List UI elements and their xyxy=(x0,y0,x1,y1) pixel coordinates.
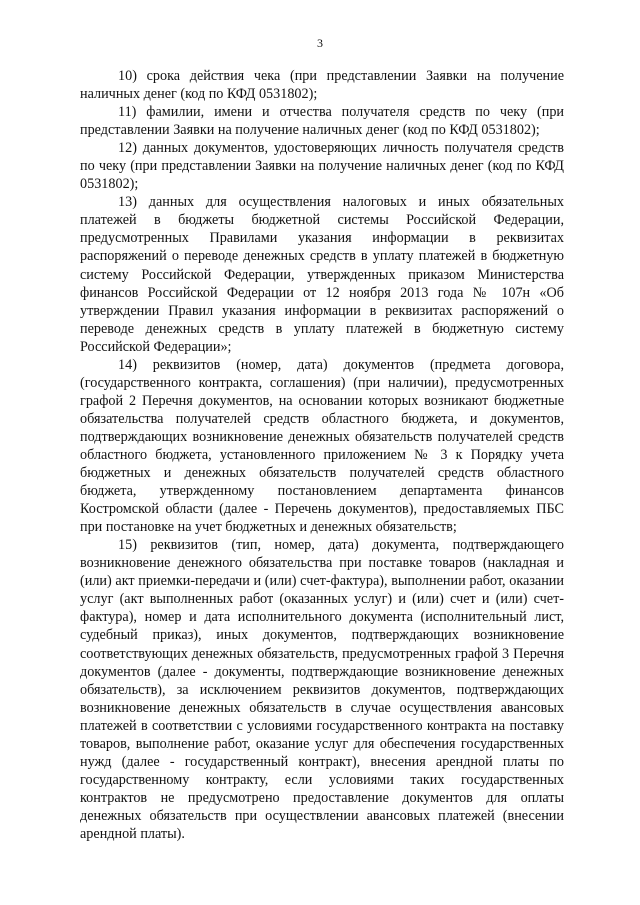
paragraph-item-10: 10) срока действия чека (при представлении Заявки на получение наличных денег (код по КФД 0531802); xyxy=(80,68,564,103)
paragraph-item-11: 11) фамилии, имени и отчества получателя средств по чеку (при представлении Заявки на получение наличных денег (код по КФД 0531802); xyxy=(80,104,564,139)
document-body xyxy=(80,67,564,843)
paragraph-item-14: 14) реквизитов (номер, дата) документов (предмета договора, (государственного контракта, соглашения) (при наличии), предусмотренных графой 2 Перечня документов, на основании которых возникают бюджетные обязательства получателей средств областного бюджета, и документов, подтверждающих возникновение денежных обязательств получателей средств областного бюджета, установленного приложением № 3 к Порядку учета бюджетных и денежных обязательств получателей средств областного бюджета, утвержденному постановлением департамента финансов Костромской области (далее - Перечень документов), предоставляемых ПБС при постановке на учет бюджетных и денежных обязательств; xyxy=(80,356,564,536)
paragraph-item-15: 15) реквизитов (тип, номер, дата) документа, подтверждающего возникновение денежного обязательства при поставке товаров (накладная и (или) акт приемки-передачи и (или) счет-фактура), выполнении работ, оказании услуг (акт выполненных работ (оказанных услуг) и (или) счет и (или) счет-фактура), номер и дата исполнительного документа (исполнительный лист, судебный приказ), иных документов, подтверждающих возникновение соответствующих денежных обязательств, предусмотренных графой 3 Перечня документов (далее - документы, подтверждающие возникновение денежных обязательств), за исключением реквизитов документов, подтверждающих возникновение денежных обязательств в случае осуществления авансовых платежей в соответствии с условиями государственного контракта на поставку товаров, выполнение работ, оказание услуг для обеспечения государственных нужд (далее - государственный контракт), внесения арендной платы по государственному контракту, если условиями таких государственных контрактов не предусмотрено предоставление документов для оплаты денежных обязательств при осуществлении авансовых платежей (внесении арендной платы). xyxy=(80,537,564,842)
page-number: 3 xyxy=(317,36,323,50)
paragraph-item-12: 12) данных документов, удостоверяющих личность получателя средств по чеку (при представлении Заявки на получение наличных денег (код по КФД 0531802); xyxy=(80,140,564,193)
paragraph-item-13: 13) данных для осуществления налоговых и иных обязательных платежей в бюджеты бюджетной системы Российской Федерации, предусмотренных Правилами указания информации в реквизитах распоряжений о переводе денежных средств в уплату платежей в бюджетную систему Российской Федерации, утвержденных приказом Министерства финансов Российской Федерации от 12 ноября 2013 года № 107н «Об утверждении Правил указания информации в реквизитах распоряжений о переводе денежных средств в уплату платежей в бюджетную систему Российской Федерации»; xyxy=(80,194,564,355)
